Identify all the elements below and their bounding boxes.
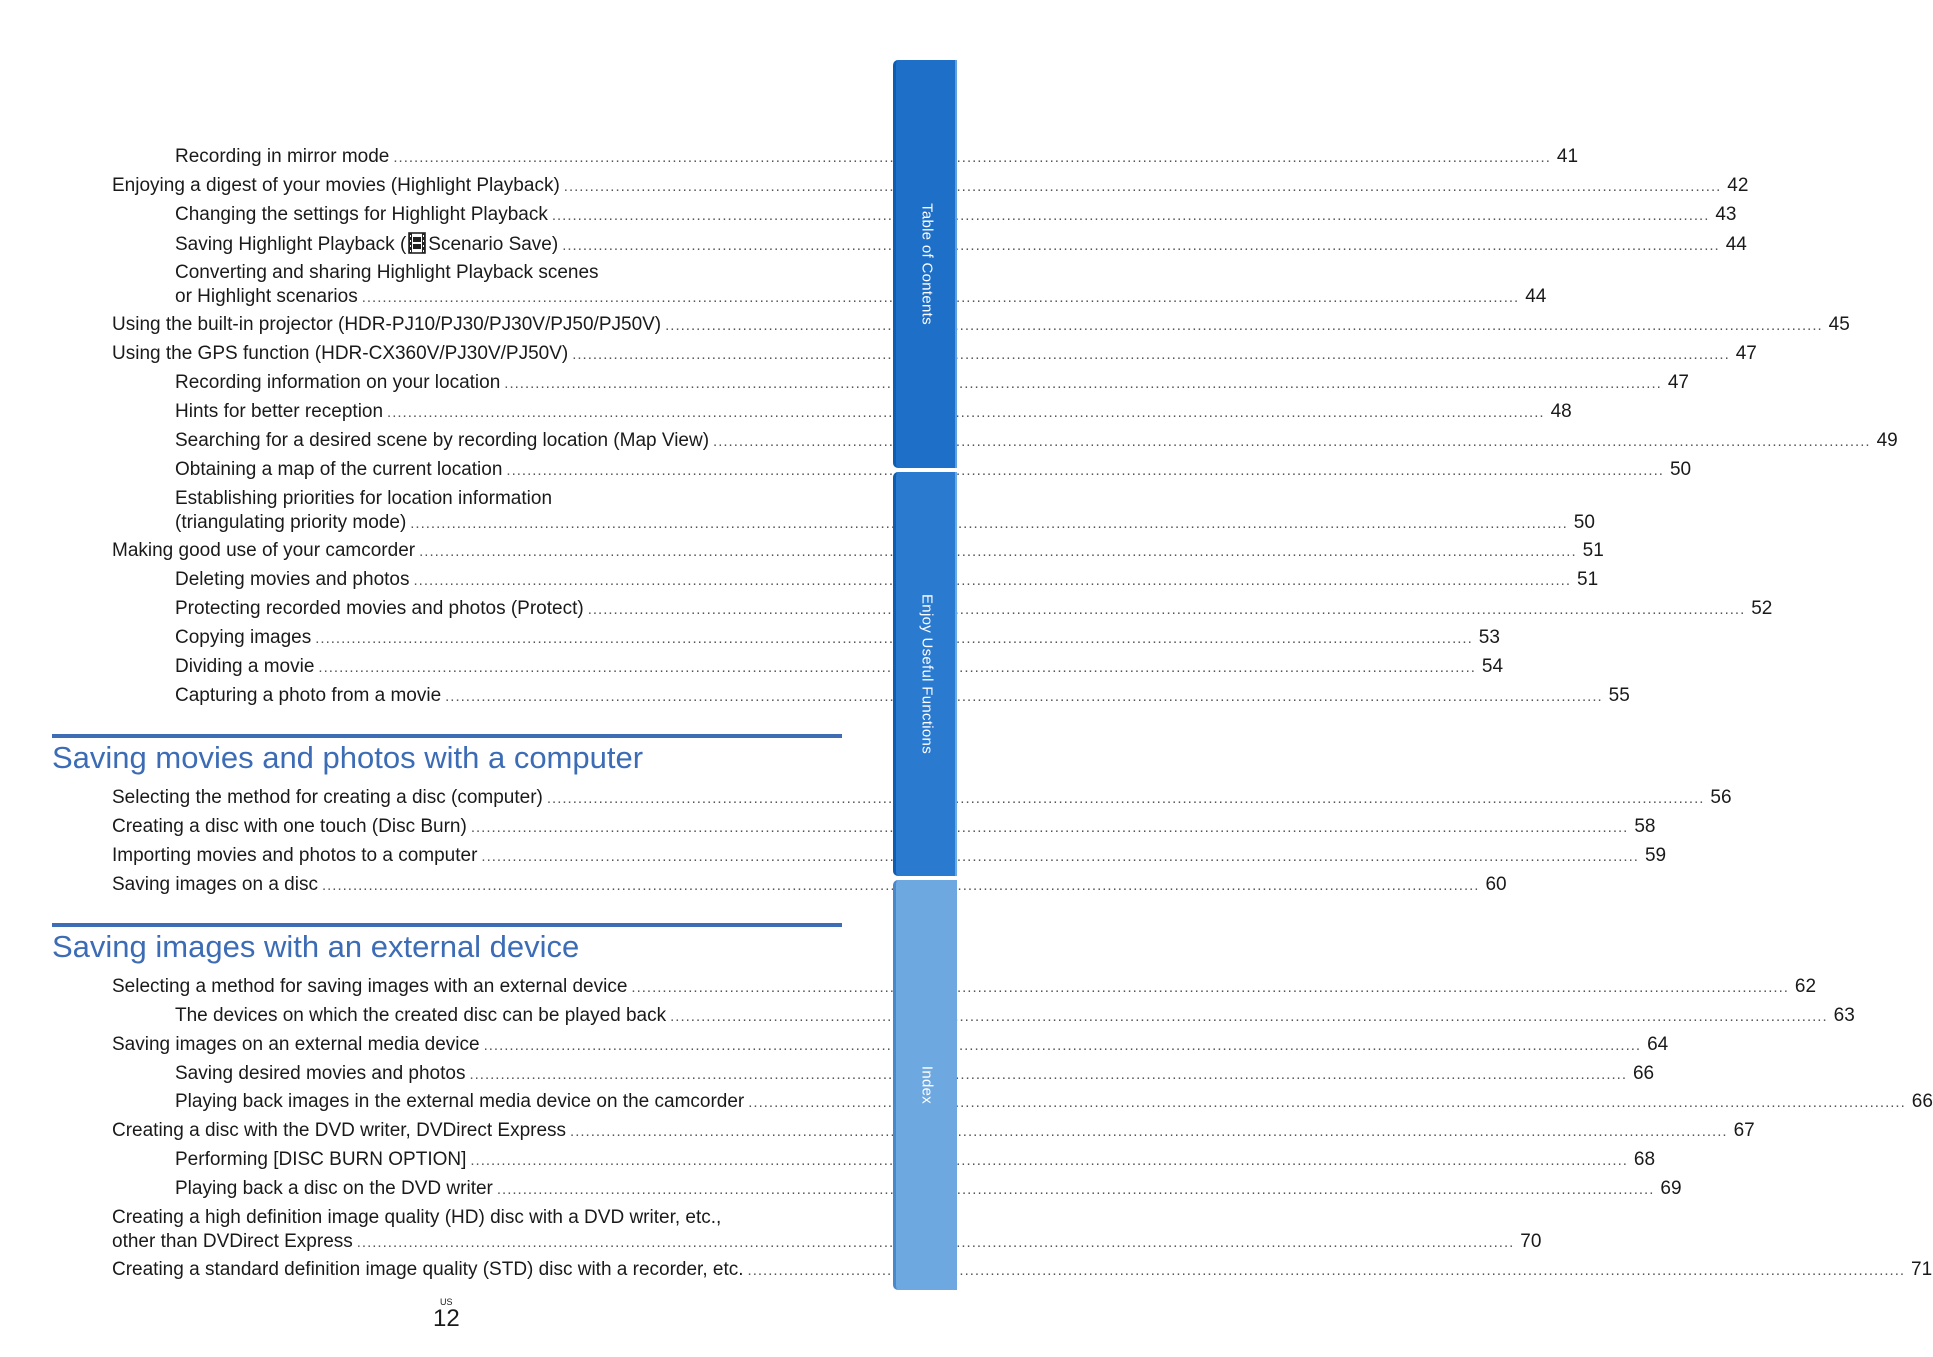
toc-page-number: 58: [1634, 816, 1656, 837]
toc-entry-text: Using the built-in projector (HDR-PJ10/PJ30/PJ30V/PJ50/PJ50V): [112, 314, 662, 335]
toc-entry-text: Creating a standard definition image quality (STD) disc with a recorder, etc.: [112, 1259, 744, 1280]
page-number: 12: [433, 1305, 460, 1332]
toc-entry[interactable]: [0, 1258, 1933, 1283]
toc-entry-text: Recording information on your location: [175, 372, 501, 393]
toc-entry-text: Changing the settings for Highlight Playback: [175, 204, 548, 225]
toc-entry[interactable]: [0, 815, 1656, 840]
toc-entry-text: The devices on which the created disc can be played back: [175, 1005, 667, 1026]
tab-label: Enjoy Useful Functions: [918, 593, 935, 755]
toc-entry-text: other than DVDirect Express: [112, 1231, 353, 1252]
toc-entry[interactable]: [0, 342, 1757, 367]
toc-entry-text: Obtaining a map of the current location: [175, 459, 503, 480]
toc-entry[interactable]: [0, 1148, 1656, 1173]
toc-page-number: 50: [1573, 512, 1595, 533]
section-divider: [52, 734, 842, 738]
toc-entry-text: Saving images on a disc: [112, 874, 318, 895]
toc-page-number: 45: [1828, 314, 1850, 335]
section-title: Saving images with an external device: [52, 929, 580, 964]
toc-entry-text: Scenario Save): [428, 234, 559, 255]
toc-entry-text: Playing back images in the external media device on the camcorder: [175, 1091, 745, 1112]
toc-entry[interactable]: [0, 429, 1898, 454]
side-tab-bar: [893, 60, 954, 1290]
toc-page-number: 62: [1794, 976, 1817, 997]
toc-page-number: 70: [1520, 1231, 1542, 1252]
toc-entry-text: Using the GPS function (HDR-CX360V/PJ30V/PJ50V): [112, 343, 569, 364]
toc-page-number: 48: [1550, 401, 1572, 422]
tab-index[interactable]: [893, 880, 957, 1290]
toc-entry[interactable]: [0, 844, 1667, 869]
toc-page-number: 42: [1727, 175, 1749, 196]
region-code: US: [440, 1297, 453, 1307]
toc-entry-text: Copying images: [175, 627, 312, 648]
toc-entry[interactable]: [0, 626, 1500, 651]
toc-entry-text: Hints for better reception: [175, 401, 384, 422]
toc-page-number: 60: [1485, 874, 1507, 895]
toc-entry-text: Enjoying a digest of your movies (Highlight Playback): [112, 175, 560, 196]
toc-entry-text: Creating a disc with the DVD writer, DVDirect Express: [112, 1120, 567, 1141]
toc-entry[interactable]: [0, 458, 1692, 483]
tab-label: Index: [918, 1065, 935, 1105]
toc-entry-text: or Highlight scenarios: [175, 286, 358, 307]
toc-entry[interactable]: [0, 975, 1817, 1000]
toc-entry-text: Capturing a photo from a movie: [175, 685, 442, 706]
toc-entry-text: Importing movies and photos to a computer: [112, 845, 478, 866]
toc-entry[interactable]: [0, 487, 1595, 536]
toc-entry-text: Selecting a method for saving images with an external device: [112, 976, 628, 997]
toc-entry[interactable]: [0, 1090, 1933, 1115]
toc-page-number: 56: [1710, 787, 1732, 808]
toc-entry[interactable]: [0, 261, 1547, 310]
section-title: Saving movies and photos with a computer: [52, 740, 644, 775]
toc-page-number: 47: [1667, 372, 1689, 393]
scenario-save-icon: [408, 232, 426, 254]
toc-page-number: 67: [1733, 1120, 1755, 1141]
toc-entry-text: Searching for a desired scene by recording location (Map View): [175, 430, 710, 451]
toc-page-number: 63: [1833, 1005, 1855, 1026]
toc-page-number: 64: [1647, 1034, 1669, 1055]
toc-page-number: 47: [1735, 343, 1757, 364]
toc-entry[interactable]: [0, 786, 1732, 811]
toc-page-number: 55: [1608, 685, 1630, 706]
tab-table-of-contents[interactable]: [893, 60, 957, 468]
toc-page-number: 44: [1525, 286, 1547, 307]
toc-page-number: 43: [1715, 204, 1737, 225]
toc-entry[interactable]: [0, 232, 1747, 258]
toc-entry[interactable]: [0, 400, 1572, 425]
toc-entry-text: Performing [DISC BURN OPTION]: [175, 1149, 467, 1170]
toc-page-number: 66: [1911, 1091, 1933, 1112]
toc-entry-text: Making good use of your camcorder: [112, 540, 416, 561]
toc-page-number: 68: [1633, 1149, 1656, 1170]
toc-entry[interactable]: [0, 1177, 1682, 1202]
toc-page-number: 51: [1577, 569, 1599, 590]
toc-page-number: 50: [1669, 459, 1692, 480]
toc-entry[interactable]: [0, 1206, 1542, 1255]
toc-entry-text: Saving desired movies and photos: [175, 1063, 466, 1084]
toc-page-number: 59: [1644, 845, 1667, 866]
toc-entry-text: Recording in mirror mode: [175, 146, 390, 167]
toc-entry[interactable]: [0, 203, 1737, 228]
tab-label: Table of Contents: [918, 203, 935, 325]
toc-page-number: 51: [1582, 540, 1604, 561]
tab-enjoy-useful-functions[interactable]: [893, 472, 957, 876]
section-divider: [52, 923, 842, 927]
toc-entry[interactable]: [0, 568, 1599, 593]
toc-page-number: 71: [1911, 1259, 1933, 1280]
toc-entry-text: Establishing priorities for location information: [175, 488, 553, 509]
toc-page-number: 53: [1478, 627, 1500, 648]
toc-entry-text: Dividing a movie: [175, 656, 315, 677]
toc-entry-text: Deleting movies and photos: [175, 569, 410, 590]
toc-entry[interactable]: [0, 1119, 1755, 1144]
toc-entry[interactable]: [0, 1062, 1655, 1087]
toc-entry-text: Creating a high definition image quality (HD) disc with a DVD writer, etc.,: [112, 1207, 722, 1228]
toc-entry-text: Creating a disc with one touch (Disc Burn): [112, 816, 467, 837]
toc-entry-text: Saving images on an external media device: [112, 1034, 480, 1055]
toc-entry-text: Selecting the method for creating a disc (computer): [112, 787, 543, 808]
toc-entry[interactable]: [0, 655, 1504, 680]
toc-entry[interactable]: [0, 873, 1507, 898]
toc-entry[interactable]: [0, 313, 1850, 338]
toc-page-number: 44: [1725, 234, 1747, 255]
toc-entry[interactable]: [0, 539, 1604, 564]
toc-entry-text: Playing back a disc on the DVD writer: [175, 1178, 493, 1199]
toc-page-number: 41: [1556, 146, 1579, 167]
toc-entry[interactable]: [0, 1004, 1855, 1029]
toc-page-number: 52: [1751, 598, 1773, 619]
toc-entry-text: Converting and sharing Highlight Playback scenes: [175, 262, 599, 283]
toc-page-number: 54: [1481, 656, 1504, 677]
toc-entry[interactable]: [0, 597, 1773, 622]
toc-entry-text: Protecting recorded movies and photos (Protect): [175, 598, 584, 619]
toc-entry-text: (triangulating priority mode): [175, 512, 407, 533]
toc-page-number: 69: [1660, 1178, 1682, 1199]
toc-entry[interactable]: [0, 1033, 1669, 1058]
toc-entry[interactable]: [0, 371, 1689, 396]
toc-page-number: 49: [1876, 430, 1898, 451]
toc-entry[interactable]: [0, 684, 1630, 709]
toc-page-number: 66: [1632, 1063, 1655, 1084]
toc-entry-text: Saving Highlight Playback (: [175, 234, 407, 255]
toc-entry[interactable]: [0, 174, 1749, 199]
toc-entry[interactable]: [0, 145, 1579, 170]
